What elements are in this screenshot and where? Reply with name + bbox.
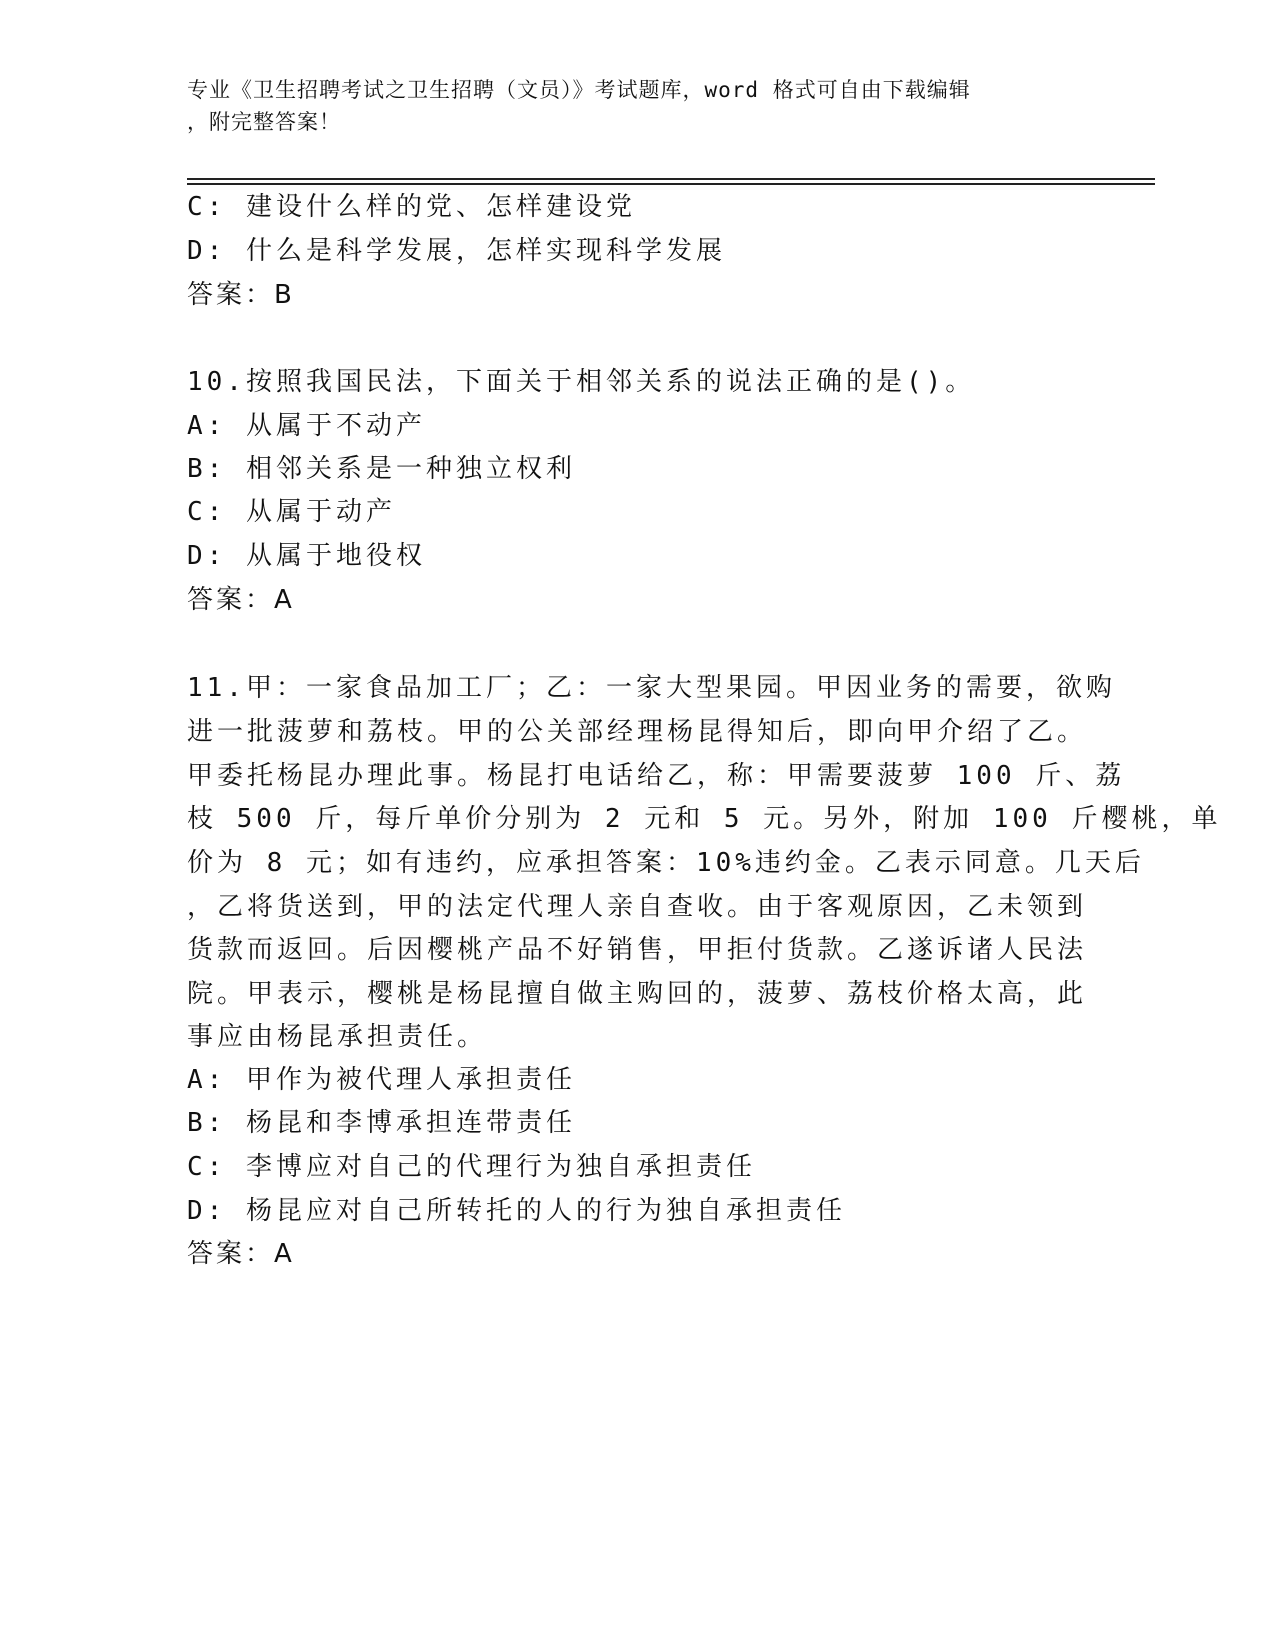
document-header <box>187 74 1087 138</box>
q11-line-7: 货款而返回。后因樱桃产品不好销售，甲拒付货款。乙遂诉诸人民法 <box>187 935 1088 965</box>
header-line-2: ，附完整答案！ <box>187 110 341 134</box>
q11-line-4: 枝 500 斤，每斤单价分别为 2 元和 5 元。另外，附加 100 斤樱桃，单 <box>187 804 1222 834</box>
q11-option-c: C: 李博应对自己的代理行为独自承担责任 <box>187 1152 756 1182</box>
q11-answer: 答案：A <box>187 1239 295 1269</box>
q11-line-5: 价为 8 元；如有违约，应承担答案：10%违约金。乙表示同意。几天后 <box>187 848 1145 878</box>
q9-option-c: C: 建设什么样的党、怎样建设党 <box>187 192 636 222</box>
header-divider-bottom <box>187 183 1155 185</box>
q10-question: 10.按照我国民法，下面关于相邻关系的说法正确的是()。 <box>187 367 976 397</box>
q10-option-b: B: 相邻关系是一种独立权利 <box>187 454 576 484</box>
header-line-1: 专业《卫生招聘考试之卫生招聘（文员）》考试题库，word 格式可自由下载编辑 <box>187 78 971 102</box>
q10-option-c: C: 从属于动产 <box>187 497 396 527</box>
q10-answer: 答案：A <box>187 585 295 615</box>
q10-option-a: A: 从属于不动产 <box>187 411 426 441</box>
q11-line-6: ，乙将货送到，甲的法定代理人亲自查收。由于客观原因，乙未领到 <box>187 892 1088 922</box>
q9-answer: 答案：B <box>187 280 295 310</box>
q11-option-a: A: 甲作为被代理人承担责任 <box>187 1065 576 1095</box>
q11-line-9: 事应由杨昆承担责任。 <box>187 1022 488 1052</box>
q11-option-b: B: 杨昆和李博承担连带责任 <box>187 1108 576 1138</box>
q11-line-1: 11.甲：一家食品加工厂；乙：一家大型果园。甲因业务的需要，欲购 <box>187 673 1116 703</box>
q9-option-d: D: 什么是科学发展，怎样实现科学发展 <box>187 236 726 266</box>
q11-line-3: 甲委托杨昆办理此事。杨昆打电话给乙，称：甲需要菠萝 100 斤、荔 <box>187 761 1126 791</box>
q10-option-d: D: 从属于地役权 <box>187 541 426 571</box>
q11-line-2: 进一批菠萝和荔枝。甲的公关部经理杨昆得知后，即向甲介绍了乙。 <box>187 717 1088 747</box>
q11-option-d: D: 杨昆应对自己所转托的人的行为独自承担责任 <box>187 1196 846 1226</box>
header-divider-top <box>187 178 1155 180</box>
q11-line-8: 院。甲表示，樱桃是杨昆擅自做主购回的，菠萝、荔枝价格太高，此 <box>187 979 1088 1009</box>
